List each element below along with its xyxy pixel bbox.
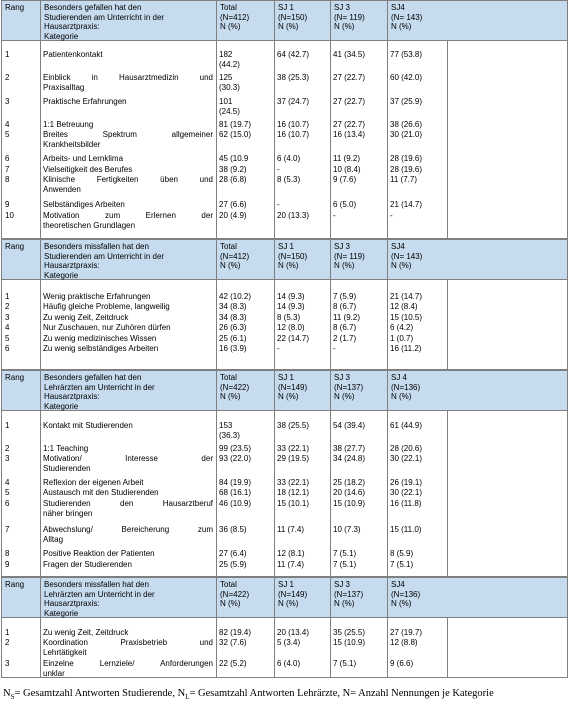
header-sj1: SJ 1 (N=149) N (%) — [274, 371, 330, 410]
section-header — [1, 370, 568, 411]
header-category: Besonders missfallen hat den Lehrärzten am Unterricht in der Hausarztpraxis: Kategorie — [40, 578, 216, 617]
header-total: Total (N=412) N (%) — [216, 1, 274, 40]
section-body: 1 Zu wenig Zeit, Zeitdruck 82 (19.4) 20 (13.4) 35 (25.5) 27 (19.7) 2 Koordination Praxisbetrieb und Lehrtätigkeit 32 (7.6) 5 (3.4) 15 (10.9) 12 (8.8) 3 Einzelne Lernziele/ Anforderungen unklar 22 (5.2) 6 (4.0) 7 (5.1) 9 (6.6) — [1, 618, 568, 678]
results-table — [1, 0, 568, 678]
header-sj4: SJ4 (N= 143) N (%) — [387, 1, 509, 40]
header-sj3: SJ 3 (N= 119) N (%) — [330, 240, 387, 279]
section-students-liked — [1, 0, 568, 239]
section-header — [1, 239, 568, 280]
header-rank: Rang — [5, 373, 25, 382]
section-header — [1, 577, 568, 618]
header-sj4: SJ4 (N=136) N (%) — [387, 578, 509, 617]
header-rank: Rang — [5, 242, 25, 251]
section-teachers-disliked — [1, 577, 568, 678]
header-rank: Rang — [5, 3, 25, 12]
section-body: 1 Kontakt mit Studierenden 153 (36.3) 38 (25.5) 54 (39.4) 61 (44.9) 2 1:1 Teaching 99 (23.5) 33 (22.1) 38 (27.7) 28 (20.6) 3 Motivation/ Interesse der Studierenden 93 (22.0) 29 (19.5) 34 (24.8) 30 (22.1) 4 Reflexion der eigenen Arbeit 84 (19.9) 33 (22.1) 25 (18.2) 26 (19.1) 5 Austausch mit den Studierenden 68 (16.1) 18 (12.1) 20 (14.6) 30 (22.1) 6 Studierenden den Hausarztberuf näher bringen 46 (10.9) 15 (10.1) 15 (10.9) 16 (11.8) 7 Abwechslung/ Bereicherung zum Alltag 36 (8.5) 11 (7.4) 10 (7.3) 15 (11.0) 8 Positive Reaktion der Patienten 27 (6.4) 12 (8.1) 7 (5.1) 8 (5.9) 9 Fragen der Studierenden 25 (5.9) 11 (7.4) 7 (5.1) 7 (5.1) — [1, 411, 568, 577]
section-teachers-liked — [1, 370, 568, 577]
header-sj4: SJ 4 (N=136) N (%) — [387, 371, 509, 410]
header-total: Total (N=422) N (%) — [216, 371, 274, 410]
section-body: 1 Wenig praktische Erfahrungen 42 (10.2) 14 (9.3) 7 (5.9) 21 (14.7) 2 Häufig gleiche Probleme, langweilig 34 (8.3) 14 (9.3) 8 (6.7) 12 (8.4) 3 Zu wenig Zeit, Zeitdruck 34 (8.3) 8 (5.3) 11 (9.2) 15 (10.5) 4 Nur Zuschauen, nur Zuhören dürfen 26 (6.3) 12 (8.0) 8 (6.7) 6 (4.2) 5 Zu wenig medizinisches Wissen 25 (6.1) 22 (14.7) 2 (1.7) 1 (0.7) 6 Zu wenig selbständiges Arbeiten 16 (3.9) - - 16 (11.2) — [1, 280, 568, 370]
header-category: Besonders gefallen hat den Lehrärzten am Unterricht in der Hausarztpraxis: Kategorie — [40, 371, 216, 410]
header-sj4: SJ4 (N= 143) N (%) — [387, 240, 509, 279]
table-footnote: $N_S=$ Gesamtzahl Antworten Studierende, $N_L=$ Gesamtzahl Antworten Lehrärzte, N= Anzahl Nennungen je Kategorie — [3, 688, 494, 702]
header-sj1: SJ 1 (N=149) N (%) — [274, 578, 330, 617]
section-students-disliked — [1, 239, 568, 370]
header-category: Besonders gefallen hat den Studierenden am Unterricht in der Hausarztpraxis: Kategorie — [40, 1, 216, 40]
header-sj1: SJ 1 (N=150) N (%) — [274, 240, 330, 279]
section-header — [1, 0, 568, 41]
header-category: Besonders missfallen hat den Studierenden am Unterricht in der Hausarztpraxis: Kategorie — [40, 240, 216, 279]
header-sj1: SJ 1 (N=150) N (%) — [274, 1, 330, 40]
header-total: Total (N=412) N (%) — [216, 240, 274, 279]
header-sj3: SJ 3 (N=137) N (%) — [330, 371, 387, 410]
header-sj3: SJ 3 (N=137) N (%) — [330, 578, 387, 617]
header-rank: Rang — [5, 580, 25, 589]
header-total: Total (N=422) N (%) — [216, 578, 274, 617]
section-body: 1 Patientenkontakt 182 (44.2) 64 (42.7) 41 (34.5) 77 (53.8) 2 Einblick in Hausarztmedizin und Praxisalltag 125 (30.3) 38 (25.3) 27 (22.7) 60 (42.0) 3 Praktische Erfahrungen 101 (24.5) 37 (24.7) 27 (22.7) 37 (25.9) 4 1:1 Betreuung 81 (19.7) 16 (10.7) 27 (22.7) 38 (26.6) 5 Breites Spektrum allgemeiner Krankheitsbilder 62 (15.0) 16 (10.7) 16 (13.4) 30 (21.0) 6 Arbeits- und Lernklima 45 (10.9 6 (4.0) 11 (9.2) 28 (19.6) 7 Vielseitigkeit des Berufes 38 (9.2) - 10 (8.4) 28 (19.6) 8 Klinische Fertigkeiten üben und Anwenden 28 (6.8) 8 (5.3) 9 (7.6) 11 (7.7) 9 Selbständiges Arbeiten 27 (6.6) - 6 (5.0) 21 (14.7) 10 Motivation zum Erlernen der theoretischen Grundlagen 20 (4.9) 20 (13.3) - - — [1, 41, 568, 239]
header-sj3: SJ 3 (N= 119) N (%) — [330, 1, 387, 40]
